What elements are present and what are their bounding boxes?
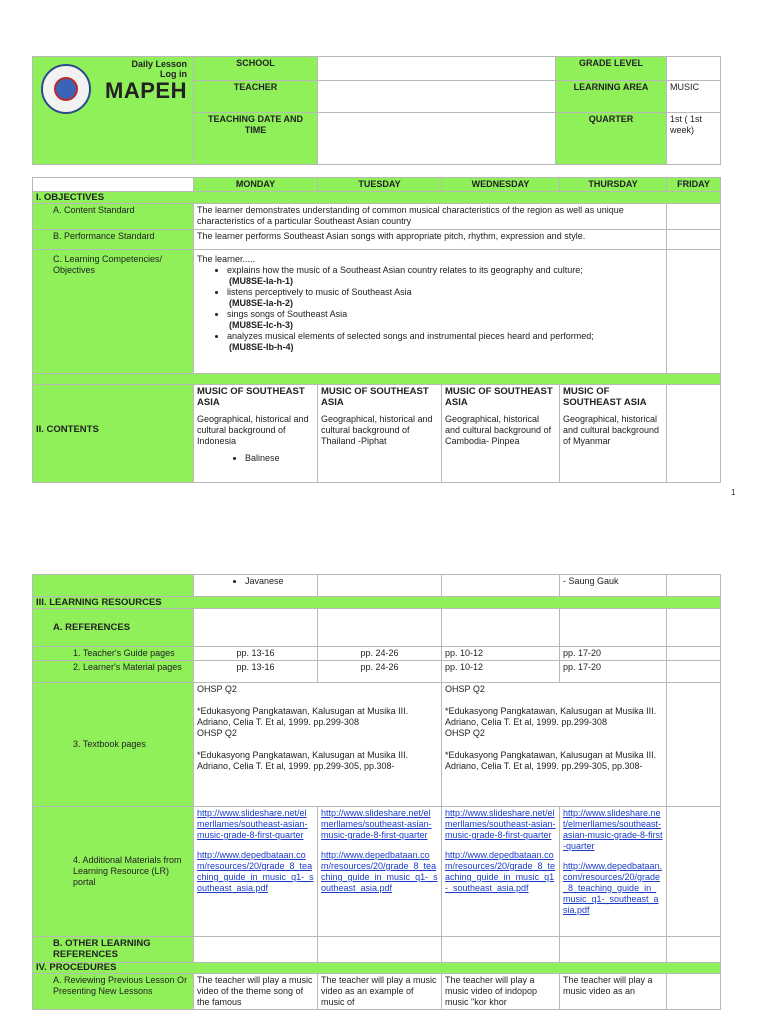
competencies-intro: The learner..... bbox=[197, 254, 256, 264]
tg-pages: pp. 17-20 bbox=[560, 647, 667, 661]
resource-link[interactable]: http://www.depedbataan.com/resources/20/grade_8_teaching_guide_in_music_q1-_southeast_asia.pdf bbox=[563, 861, 663, 915]
header-logo-cell bbox=[33, 57, 194, 165]
grade-label: GRADE LEVEL bbox=[556, 57, 667, 81]
empty-cell bbox=[560, 609, 667, 647]
contents-continued: - Saung Gauk bbox=[560, 575, 667, 597]
empty-cell bbox=[667, 609, 721, 647]
lm-pages: pp. 13-16 bbox=[194, 661, 318, 683]
empty-cell bbox=[667, 647, 721, 661]
empty-cell bbox=[667, 807, 721, 937]
contents-desc: Geographical, historical and cultural background of Indonesia bbox=[197, 414, 309, 446]
procedures-title: IV. PROCEDURES bbox=[33, 963, 721, 974]
competency-code: (MU8SE-Ic-h-3) bbox=[229, 320, 294, 330]
dll-title: Daily Lesson Log in bbox=[131, 59, 187, 79]
references-label: A. REFERENCES bbox=[33, 609, 194, 647]
textbook-text: OHSP Q2 *Edukasyong Pangkatawan, Kalusugan at Musika III. Adriano, Celia T. Et al, 1999. pp.299-308 OHSP Q2 *Edukasyong Pangkatawan, Kalusugan at Musika III. Adriano, Celia T. Et al, 1999. pp.299-305, pp.308- bbox=[194, 683, 442, 807]
resource-link[interactable]: http://www.depedbataan.com/resources/20/grade_8_teaching_guide_in_music_q1-_southeast_asia.pdf bbox=[321, 850, 438, 893]
area-label: LEARNING AREA bbox=[556, 81, 667, 113]
content-standard-label: A. Content Standard bbox=[33, 204, 194, 230]
lm-pages: pp. 10-12 bbox=[442, 661, 560, 683]
competency-code: (MU8SE-Ia-h-1) bbox=[229, 276, 294, 286]
lr-links-cell bbox=[560, 807, 667, 937]
resource-link[interactable]: http://www.slideshare.net/elmerllames/southeast-asian-music-grade-8-first-quarter bbox=[563, 808, 663, 851]
list-item: • Javanese bbox=[245, 576, 314, 587]
competency-code: (MU8SE-Ia-h-2) bbox=[229, 298, 294, 308]
tg-pages: pp. 13-16 bbox=[194, 647, 318, 661]
empty-cell bbox=[442, 937, 560, 963]
corner-cell bbox=[33, 178, 194, 192]
contents-cell bbox=[194, 385, 318, 483]
lm-label: 2. Learner's Material pages bbox=[33, 661, 194, 683]
date-value[interactable] bbox=[318, 113, 556, 165]
resource-link[interactable]: http://www.depedbataan.com/resources/20/grade_8_teaching_guide_in_music_q1-_southeast_asia.pdf bbox=[197, 850, 314, 893]
tg-pages: pp. 10-12 bbox=[442, 647, 560, 661]
objectives-title: I. OBJECTIVES bbox=[33, 192, 721, 204]
lr-links-cell bbox=[194, 807, 318, 937]
contents-heading: MUSIC OF SOUTHEAST ASIA bbox=[321, 386, 429, 408]
list-item: • explains how the music of a Southeast Asian country relates to its geography and culture; bbox=[227, 265, 663, 276]
list-item: • listens perceptively to music of Southeast Asia bbox=[227, 287, 663, 298]
competencies-cell bbox=[194, 250, 667, 374]
empty-cell bbox=[667, 661, 721, 683]
review-text: The teacher will play a music video as an bbox=[560, 974, 667, 1010]
contents-desc: Geographical, historical and cultural background of Cambodia- Pinpea bbox=[445, 414, 552, 446]
empty-cell bbox=[667, 937, 721, 963]
day-tuesday: TUESDAY bbox=[318, 178, 442, 192]
review-text: The teacher will play a music video as an example of music of bbox=[318, 974, 442, 1010]
lr-links-cell bbox=[318, 807, 442, 937]
content-standard-text: The learner demonstrates understanding of common musical characteristics of the region as well as unique characteristics of a particular Southeast Asian country bbox=[194, 204, 667, 230]
empty-cell bbox=[194, 609, 318, 647]
tg-pages: pp. 24-26 bbox=[318, 647, 442, 661]
header-table bbox=[32, 56, 721, 165]
resource-link[interactable]: http://www.slideshare.net/elmerllames/southeast-asian-music-grade-8-first-quarter bbox=[197, 808, 308, 840]
section-divider bbox=[33, 374, 721, 385]
empty-cell bbox=[667, 575, 721, 597]
resources-title: III. LEARNING RESOURCES bbox=[33, 597, 721, 609]
other-references-label: B. OTHER LEARNING REFERENCES bbox=[33, 937, 194, 963]
empty-cell bbox=[318, 937, 442, 963]
resource-link[interactable]: http://www.depedbataan.com/resources/20/grade_8_teaching_guide_in_music_q1-_southeast_asia.pdf bbox=[445, 850, 556, 893]
empty-cell bbox=[667, 250, 721, 374]
day-wednesday: WEDNESDAY bbox=[442, 178, 560, 192]
continued-label-cell bbox=[33, 575, 194, 597]
school-value[interactable] bbox=[318, 57, 556, 81]
competencies-list bbox=[197, 287, 663, 298]
school-label: SCHOOL bbox=[194, 57, 318, 81]
contents-heading: MUSIC OF SOUTHEAST ASIA bbox=[563, 386, 647, 408]
empty-cell bbox=[667, 683, 721, 807]
contents-heading: MUSIC OF SOUTHEAST ASIA bbox=[445, 386, 553, 408]
objectives-table bbox=[32, 177, 721, 483]
empty-cell bbox=[318, 609, 442, 647]
contents-cell bbox=[560, 385, 667, 483]
lm-pages: pp. 24-26 bbox=[318, 661, 442, 683]
quarter-value: 1st ( 1st week) bbox=[667, 113, 721, 165]
contents-title: II. CONTENTS bbox=[33, 385, 194, 483]
quarter-label: QUARTER bbox=[556, 113, 667, 165]
performance-standard-text: The learner performs Southeast Asian songs with appropriate pitch, rhythm, expression and style. bbox=[194, 230, 667, 250]
resources-table bbox=[32, 574, 721, 1010]
competency-code: (MU8SE-Ib-h-4) bbox=[229, 342, 294, 352]
competencies-list bbox=[197, 309, 663, 320]
lm-pages: pp. 17-20 bbox=[560, 661, 667, 683]
lr-links-cell bbox=[442, 807, 560, 937]
empty-cell bbox=[442, 609, 560, 647]
day-monday: MONDAY bbox=[194, 178, 318, 192]
review-text: The teacher will play a music video of the theme song of the famous bbox=[194, 974, 318, 1010]
grade-value[interactable] bbox=[667, 57, 721, 81]
empty-cell bbox=[318, 575, 442, 597]
textbook-label: 3. Textbook pages bbox=[33, 683, 194, 807]
textbook-text: OHSP Q2 *Edukasyong Pangkatawan, Kalusugan at Musika III. Adriano, Celia T. Et al, 1999. pp.299-308 OHSP Q2 *Edukasyong Pangkatawan, Kalusugan at Musika III. Adriano, Celia T. Et al, 1999. pp.299-305, pp.308- bbox=[442, 683, 667, 807]
contents-cell bbox=[318, 385, 442, 483]
resource-link[interactable]: http://www.slideshare.net/elmerllames/southeast-asian-music-grade-8-first-quarter bbox=[445, 808, 556, 840]
contents-continued bbox=[194, 575, 318, 597]
empty-cell bbox=[667, 385, 721, 483]
empty-cell bbox=[667, 974, 721, 1010]
day-thursday: THURSDAY bbox=[560, 178, 667, 192]
empty-cell bbox=[442, 575, 560, 597]
resource-link[interactable]: http://www.slideshare.net/elmerllames/southeast-asian-music-grade-8-first-quarter bbox=[321, 808, 432, 840]
date-label: TEACHING DATE AND TIME bbox=[194, 113, 318, 165]
contents-heading: MUSIC OF SOUTHEAST ASIA bbox=[197, 386, 305, 408]
list-item: • analyzes musical elements of selected songs and instrumental pieces heard and performed; bbox=[227, 331, 663, 342]
competencies-label: C. Learning Competencies/ Objectives bbox=[33, 250, 194, 374]
empty-cell bbox=[560, 937, 667, 963]
review-label: A. Reviewing Previous Lesson Or Presenting New Lessons bbox=[33, 974, 194, 1010]
teacher-value[interactable] bbox=[318, 81, 556, 113]
subject-title: MAPEH bbox=[105, 78, 187, 103]
list-item: • Balinese bbox=[245, 453, 314, 464]
empty-cell bbox=[667, 230, 721, 250]
competencies-list bbox=[197, 265, 663, 276]
teacher-label: TEACHER bbox=[194, 81, 318, 113]
area-value: MUSIC bbox=[667, 81, 721, 113]
deped-seal-icon bbox=[41, 64, 91, 114]
list-item: • sings songs of Southeast Asia bbox=[227, 309, 663, 320]
tg-label: 1. Teacher's Guide pages bbox=[33, 647, 194, 661]
day-friday: FRIDAY bbox=[667, 178, 721, 192]
empty-cell bbox=[667, 204, 721, 230]
empty-cell bbox=[194, 937, 318, 963]
page-number: 1 bbox=[731, 488, 736, 497]
contents-cell bbox=[442, 385, 560, 483]
competencies-list bbox=[197, 331, 663, 342]
lr-label: 4. Additional Materials from Learning Resource (LR) portal bbox=[33, 807, 194, 937]
review-text: The teacher will play a music video of indopop music "kor khor bbox=[442, 974, 560, 1010]
contents-desc: Geographical, historical and cultural background of Myanmar bbox=[563, 414, 660, 446]
contents-desc: Geographical, historical and cultural background of Thailand -Piphat bbox=[321, 414, 433, 446]
performance-standard-label: B. Performance Standard bbox=[33, 230, 194, 250]
